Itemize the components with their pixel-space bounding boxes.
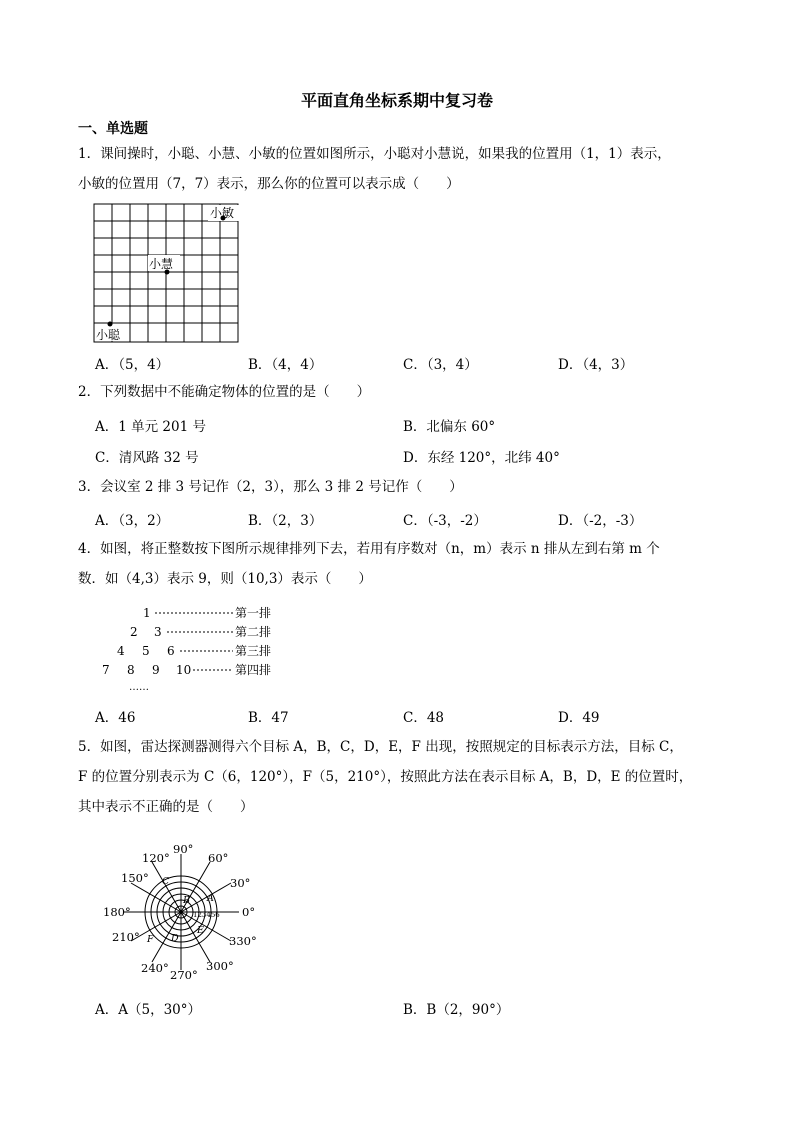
ring-numbers: 123456 xyxy=(193,911,220,919)
row-label: 第三排 xyxy=(235,644,272,658)
row-label: 第一排 xyxy=(235,606,272,620)
q2-text: 2．下列数据中不能确定物体的位置的是（ ） xyxy=(78,384,371,400)
q3-text: 3．会议室 2 排 3 号记作（2，3），那么 3 排 2 号记作（ ） xyxy=(78,479,463,495)
triangle-number: 3 xyxy=(154,625,162,639)
target-label: F xyxy=(147,934,154,945)
q1-option-d[interactable]: D．（4，3） xyxy=(558,357,634,373)
q1-option-c[interactable]: C．（3，4） xyxy=(403,357,478,373)
q5-text-line1: 5．如图，雷达探测器测得六个目标 A，B，C，D，E，F 出现，按照规定的目标表示方法，目标 C， xyxy=(78,739,683,755)
q5-text-line2: F 的位置分别表示为 C（6，120°），F（5，210°），按照此方法在表示目标 A，B，D，E 的位置时， xyxy=(78,769,693,785)
page-title: 平面直角坐标系期中复习卷 xyxy=(300,91,493,110)
label-xiaohui: 小慧 xyxy=(149,257,174,271)
triangle-number: 10 xyxy=(176,663,192,677)
label-xiaocong: 小聪 xyxy=(96,328,121,342)
angle-label: 30° xyxy=(230,876,251,890)
triangle-number: 7 xyxy=(102,663,110,677)
q2-option-a[interactable]: A．1 单元 201 号 xyxy=(95,419,206,435)
q4-option-b[interactable]: B．47 xyxy=(248,710,289,726)
angle-label: 240° xyxy=(141,961,169,975)
triangle-number: 4 xyxy=(117,644,125,658)
q4-option-d[interactable]: D．49 xyxy=(558,710,600,726)
angle-label: 0° xyxy=(242,905,256,919)
section-heading: 一、单选题 xyxy=(78,121,148,137)
q5-option-a[interactable]: A．A（5，30°） xyxy=(95,1002,202,1018)
row-label: 第四排 xyxy=(235,663,272,677)
label-xiaomin: 小敏 xyxy=(210,206,235,220)
angle-label: 330° xyxy=(229,934,257,948)
angle-label: 270° xyxy=(170,968,198,982)
q2-option-d[interactable]: D．东经 120°，北纬 40° xyxy=(403,450,560,466)
ellipsis: …… xyxy=(129,682,149,693)
triangle-number: 1 xyxy=(143,606,151,620)
angle-label: 120° xyxy=(142,851,170,865)
angle-label: 60° xyxy=(208,851,229,865)
q5-text-line3: 其中表示不正确的是（ ） xyxy=(78,799,254,815)
q1-text-line2: 小敏的位置用（7，7）表示，那么你的位置可以表示成（ ） xyxy=(78,176,460,192)
triangle-number: 6 xyxy=(167,644,175,658)
q1-option-b[interactable]: B．（4，4） xyxy=(248,357,323,373)
q2-option-c[interactable]: C．清风路 32 号 xyxy=(95,450,199,466)
q1-position-grid xyxy=(90,200,250,346)
triangle-number: 5 xyxy=(142,644,150,658)
triangle-number: 8 xyxy=(127,663,135,677)
triangle-number: 2 xyxy=(130,625,138,639)
q1-option-a[interactable]: A．（5，4） xyxy=(95,357,170,373)
q1-text-line1: 1．课间操时，小聪、小慧、小敏的位置如图所示，小聪对小慧说，如果我的位置用（1，1）表示， xyxy=(78,146,671,162)
q5-option-b[interactable]: B．B（2，90°） xyxy=(403,1002,510,1018)
row-label: 第二排 xyxy=(235,625,272,639)
point-xiaocong xyxy=(108,322,113,327)
angle-label: 90° xyxy=(173,842,194,856)
q3-option-c[interactable]: C．（-3，-2） xyxy=(403,513,487,529)
target-label: E xyxy=(197,925,204,936)
target-label: C xyxy=(162,876,170,887)
angle-label: 150° xyxy=(121,871,149,885)
q4-number-triangle xyxy=(95,600,285,696)
angle-label: 180° xyxy=(103,905,131,919)
target-label: D xyxy=(171,933,179,944)
angle-label: 210° xyxy=(112,930,140,944)
q3-option-b[interactable]: B．（2，3） xyxy=(248,513,323,529)
q4-text-line1: 4．如图，将正整数按下图所示规律排列下去，若用有序数对（n，m）表示 n 排从左到右第 m 个 xyxy=(78,541,660,557)
q4-option-c[interactable]: C．48 xyxy=(403,710,445,726)
q4-text-line2: 数．如（4,3）表示 9，则（10,3）表示（ ） xyxy=(78,571,372,587)
triangle-number: 9 xyxy=(152,663,160,677)
target-label: A xyxy=(207,893,214,904)
q3-option-d[interactable]: D．（-2，-3） xyxy=(558,513,643,529)
q3-option-a[interactable]: A．（3，2） xyxy=(95,513,170,529)
target-label: B xyxy=(183,895,190,906)
q4-option-a[interactable]: A．46 xyxy=(95,710,136,726)
q5-radar-diagram xyxy=(95,835,275,985)
q2-option-b[interactable]: B．北偏东 60° xyxy=(403,419,496,435)
angle-label: 300° xyxy=(206,959,234,973)
